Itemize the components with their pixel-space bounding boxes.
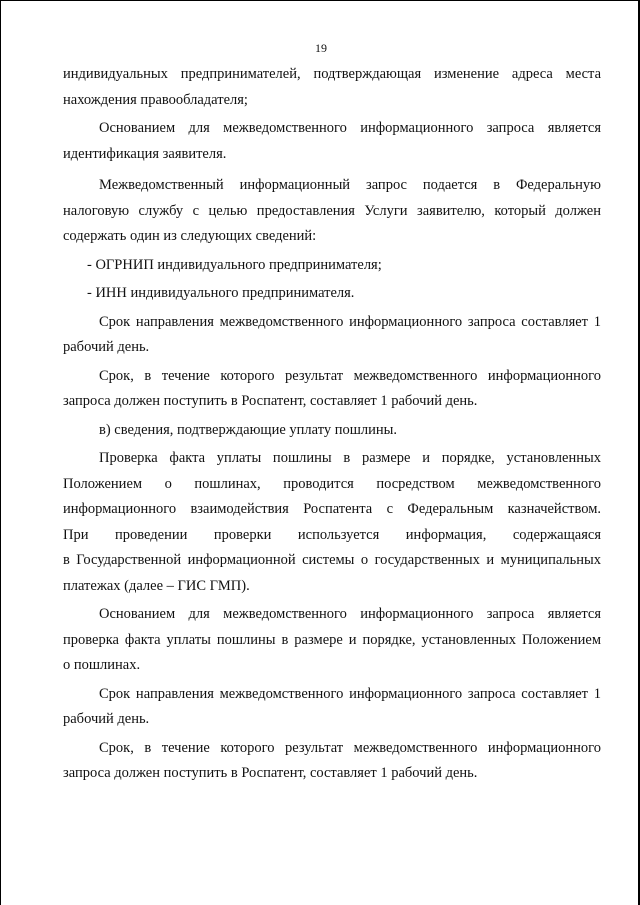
text-line: содержать один из следующих сведений: (63, 228, 317, 244)
text-line: Основанием для межведомственного информационного запроса является (99, 120, 601, 136)
paragraph (63, 602, 601, 679)
text-line: рабочий день. (63, 339, 150, 355)
paragraph (63, 682, 601, 733)
paragraph (63, 310, 601, 361)
text-line: нахождения правообладателя; (63, 91, 248, 108)
paragraph (63, 364, 601, 415)
text-line: в Государственной информационной системы о государственных и муниципальных (63, 552, 601, 568)
text-line: платежах (далее – ГИС ГМП). (63, 577, 250, 594)
text-line: запроса должен поступить в Роспатент, составляет 1 рабочий день. (63, 393, 478, 409)
paragraph: в) сведения, подтверждающие уплату пошлины. (99, 421, 398, 438)
paragraph (63, 446, 601, 599)
list-item: - ИНН индивидуального предпринимателя. (87, 285, 355, 301)
text-line: проверка факта уплаты пошлины в размере и порядке, установленных Положением (63, 631, 601, 648)
paragraph (63, 62, 601, 113)
page-number: 19 (315, 41, 327, 55)
text-line: Срок, в течение которого результат межведомственного информационного (99, 739, 601, 756)
text-line: индивидуальных предпринимателей, подтверждающая изменение адреса места (63, 66, 601, 82)
text-line: запроса должен поступить в Роспатент, составляет 1 рабочий день. (63, 765, 478, 781)
paragraph (63, 736, 601, 787)
text-line: Основанием для межведомственного информационного запроса является (99, 606, 601, 622)
text-line: Межведомственный информационный запрос подается в Федеральную (99, 177, 601, 193)
text-line: идентификация заявителя. (63, 145, 227, 162)
text-line: Проверка факта уплаты пошлины в размере и порядке, установленных (99, 450, 601, 466)
text-line: Положением о пошлинах, проводится посредством межведомственного (63, 475, 601, 492)
list-item: - ОГРНИП индивидуального предпринимателя; (87, 256, 382, 273)
document-body (63, 62, 601, 787)
text-line: При проведении проверки используется информация, содержащаяся (63, 526, 601, 543)
text-line: Срок, в течение которого результат межведомственного информационного (99, 367, 601, 384)
text-line: информационного взаимодействия Роспатента с Федеральным казначейством. (63, 501, 601, 517)
paragraph (63, 116, 601, 167)
text-line: о пошлинах. (63, 657, 141, 673)
text-line: налоговую службу с целью предоставления Услуги заявителю, который должен (63, 202, 601, 219)
text-line: Срок направления межведомственного информационного запроса составляет 1 (99, 685, 601, 702)
text-line: рабочий день. (63, 711, 150, 727)
paragraph (63, 173, 601, 250)
text-line: Срок направления межведомственного информационного запроса составляет 1 (99, 313, 601, 330)
